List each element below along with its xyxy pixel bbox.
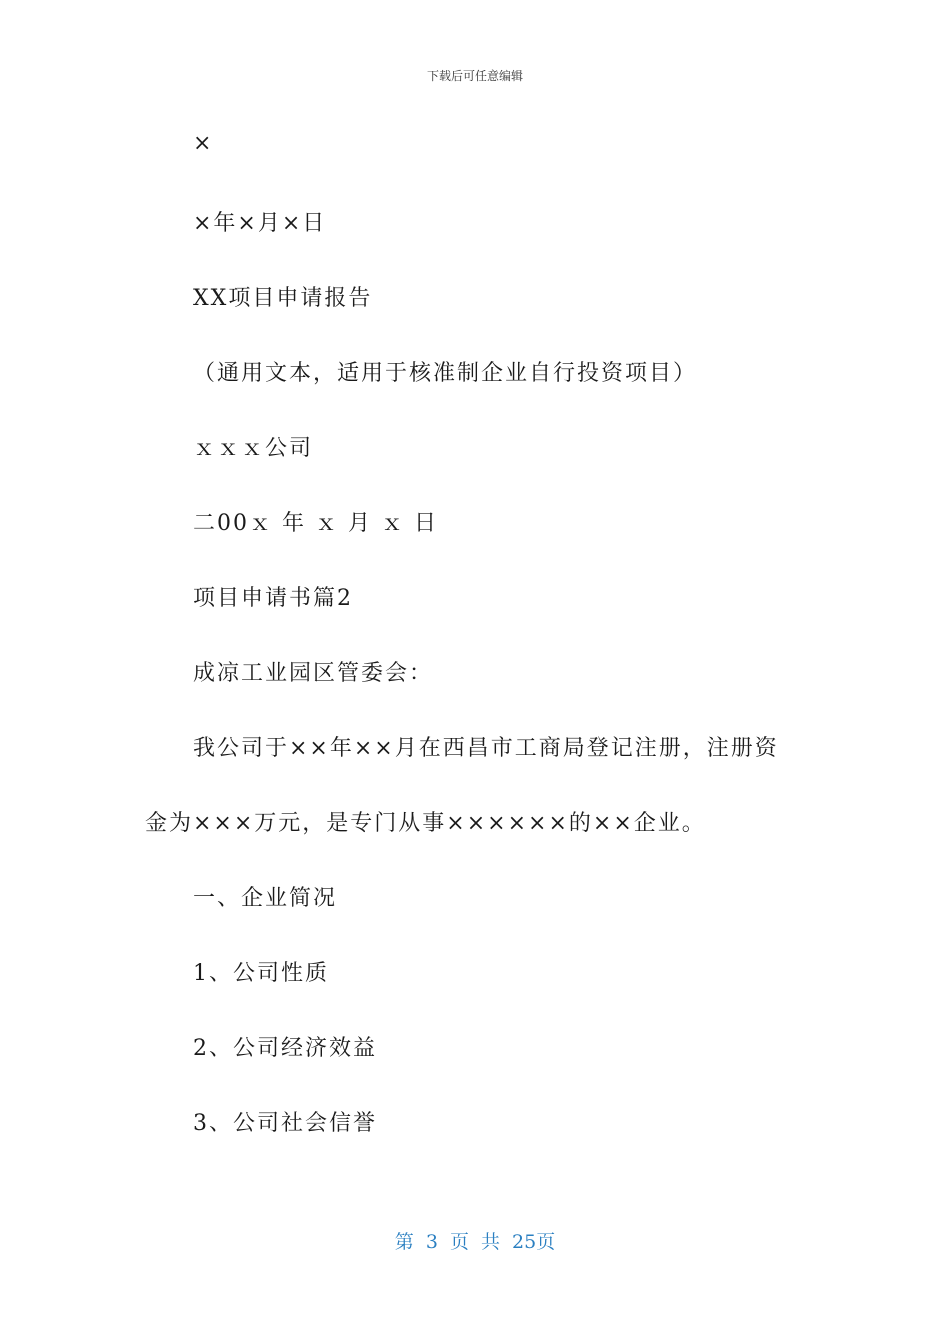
text-line-date: ×年×月×日 <box>193 211 327 236</box>
paragraph-line-1: 我公司于××年××月在西昌市工商局登记注册，注册资 <box>193 736 779 761</box>
report-title: XX项目申请报告 <box>193 286 373 311</box>
list-item: 3、公司社会信誉 <box>193 1111 377 1136</box>
paragraph-line-2: 金为×××万元，是专门从事××××××的××企业。 <box>145 811 706 836</box>
report-subtitle: （通用文本，适用于核准制企业自行投资项目） <box>193 361 698 386</box>
section-heading: 项目申请书篇2 <box>193 586 353 611</box>
list-item: 2、公司经济效益 <box>193 1036 377 1061</box>
company-name: ｘｘｘ公司 <box>193 436 314 461</box>
salutation: 成凉工业园区管委会： <box>193 661 434 686</box>
list-item: 1、公司性质 <box>193 961 329 986</box>
subheading-company-overview: 一、企业简况 <box>193 886 338 911</box>
text-line-times: × <box>193 131 214 156</box>
report-date: 二00ｘ 年 ｘ 月 ｘ 日 <box>193 511 438 536</box>
page-number-footer: 第 3 页 共 25页 <box>394 1231 556 1253</box>
page-header-note: 下载后可任意编辑 <box>426 69 523 83</box>
